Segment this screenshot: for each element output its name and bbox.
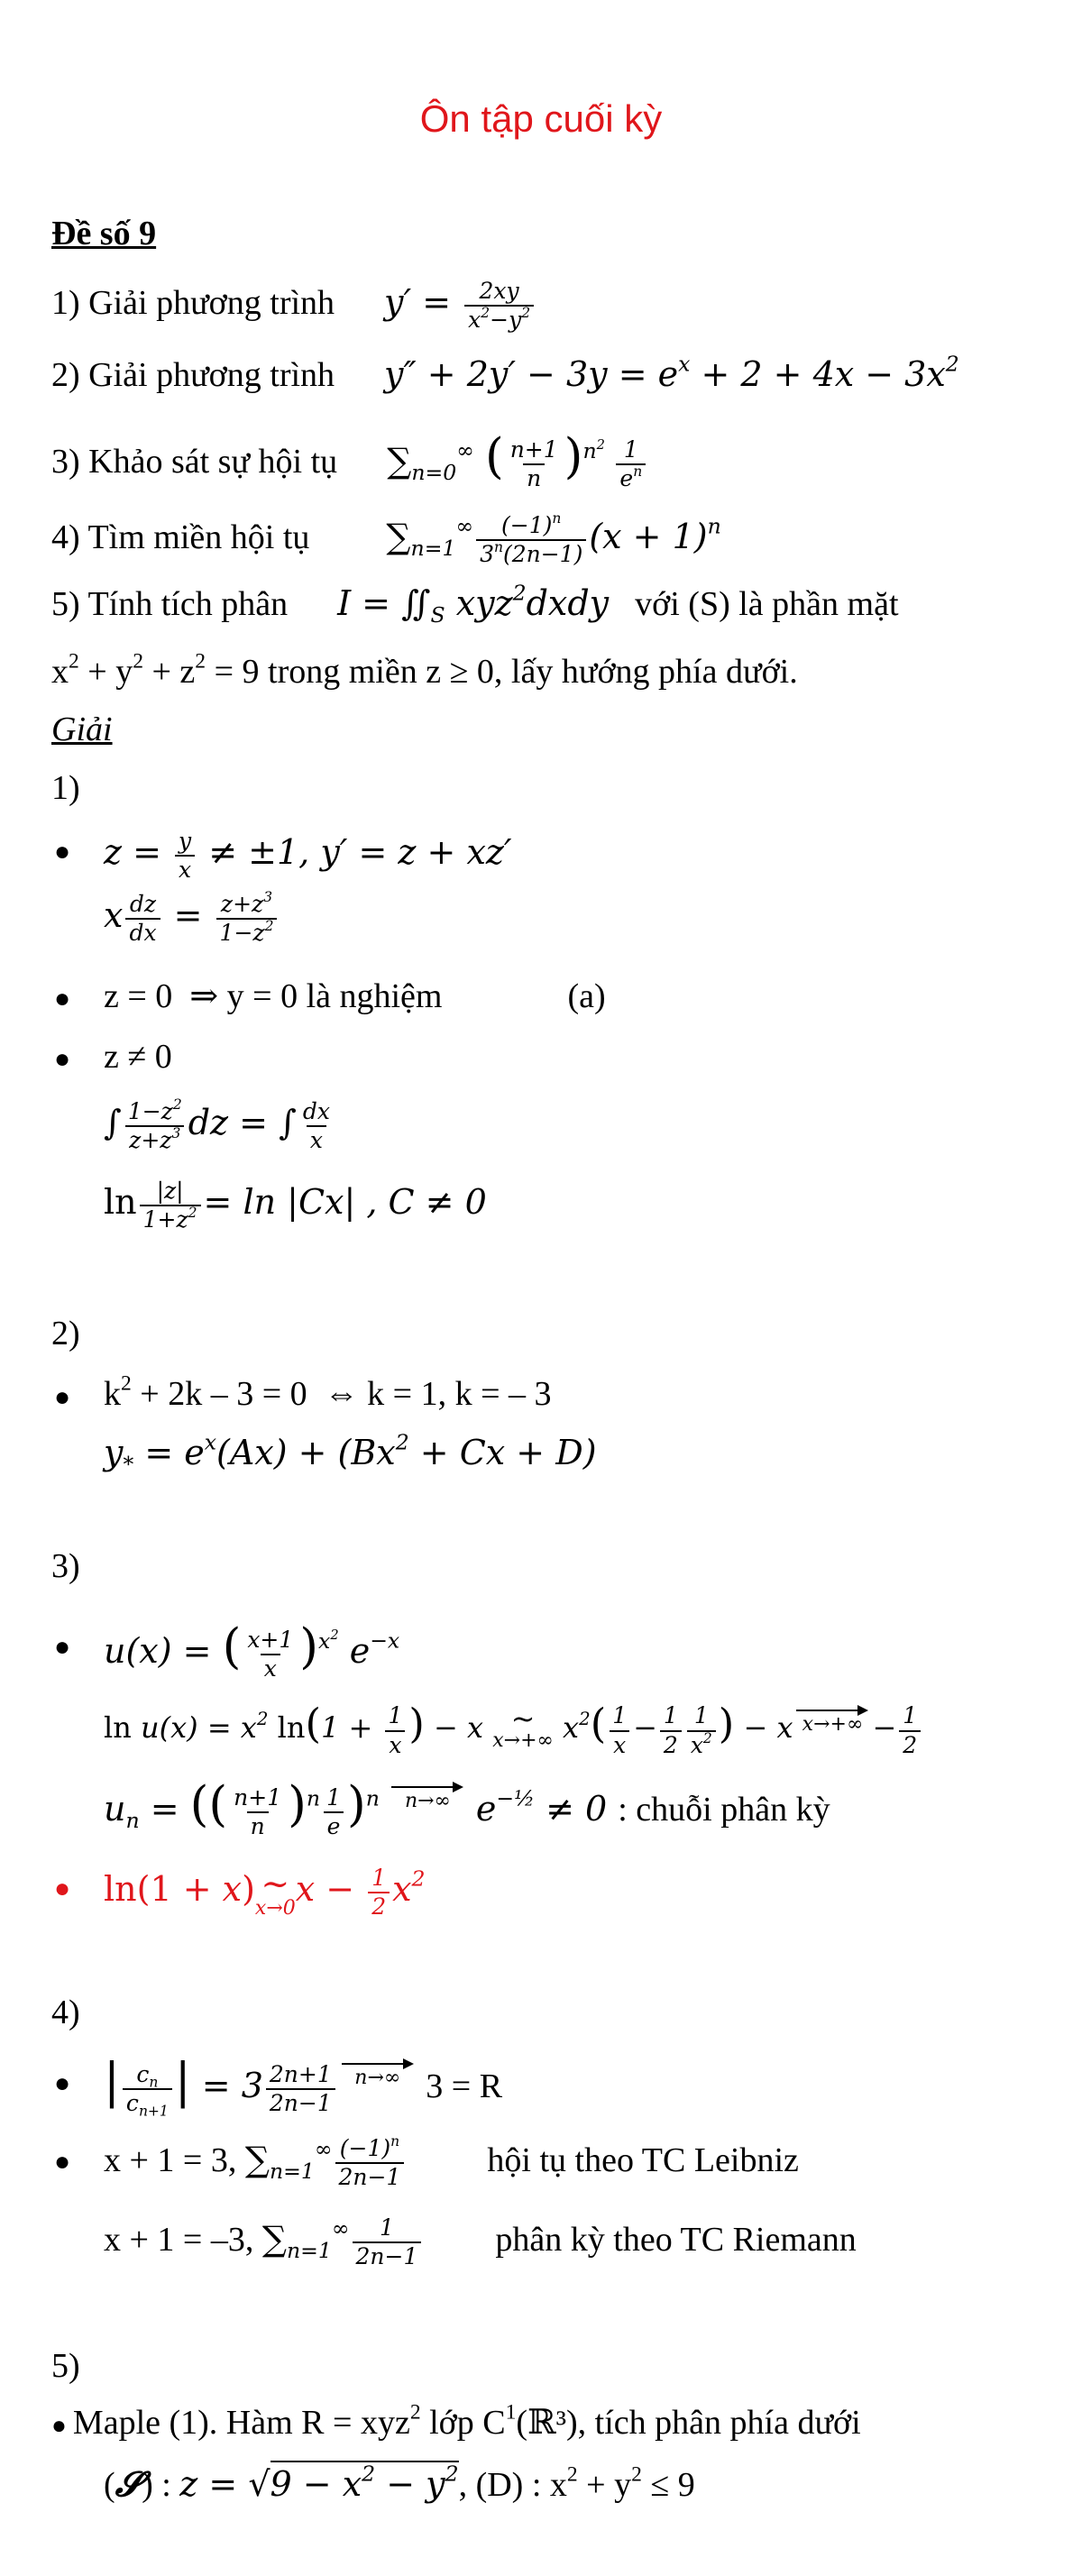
problem-1: 1) Giải phương trình y′ = $\frac{2xy}{x^2-y^2}$ xyxy=(51,280,536,333)
problem-1-fraction: $\frac{2xy}{x^2-y^2}$ xyxy=(464,280,534,333)
bullet-dot: ● xyxy=(54,1044,71,1074)
sol2-characteristic: $k^2 + 2k - 3 = 0$ ⇔ k = 1, k = – 3 xyxy=(104,1371,552,1413)
sol4-endpoint-plus: x + 1 = 3, $\sum_{n=1}^\infty$ $\frac{(-1)^n}{2n-1}$ hội tụ theo TC Leibniz xyxy=(104,2133,799,2191)
section-4-label: 4) xyxy=(51,1994,80,2031)
problem-5-tail: với (S) là phần mặt xyxy=(635,585,899,623)
sol1-result: ln $\frac{|z|}{1+z^2}$ = ln |Cx| , C ≠ 0 xyxy=(104,1178,487,1233)
sol4-leibniz: hội tụ theo TC Leibniz xyxy=(487,2141,799,2179)
sol5-maple-c: (ℝ³), tích phân phía dưới xyxy=(516,2404,861,2442)
sol5-maple: ● Maple (1). Hàm R = xyz$^2$ lớp $C^1(ℝ^3)$, tích phân phía dưới xyxy=(51,2400,861,2442)
bullet-dot: ● xyxy=(54,2068,71,2098)
bullet-dot: ● xyxy=(54,984,71,1013)
problem-5-line2: $x^2 + y^2 + z^2 = 9$ trong miền z ≥ 0, lấy hướng phía dưới. xyxy=(51,649,798,691)
sol5-maple-a: Maple (1). Hàm R = xyz xyxy=(72,2404,410,2442)
bullet-dot: ● xyxy=(54,1632,71,1662)
page-title: Ôn tập cuối kỳ xyxy=(419,97,663,140)
problem-5-line2-text: trong miền z ≥ 0, lấy hướng phía dưới. xyxy=(268,653,798,691)
sol3-un: $u_n$ = (( $\frac{n+1}{n}$ )$^n$ $\frac{1}{e}$ )$^n$ n→∞ $e^{-\frac{1}{2}} \ne 0$ : chuỗi phân kỳ xyxy=(104,1776,830,1840)
problem-2-label: 2) Giải phương trình xyxy=(51,356,335,394)
sol3-ln-u: $\ln u(x) = x^2$ ln(1 + $\frac{1}{x}$ ) − x ~ x→+∞ $x^2$( $\frac{1}{x}$ − $\frac{1}{2}$ $\frac{1}{x^2}$ ) − x x→+∞ − $\frac{1}{2}$ xyxy=(104,1704,923,1757)
sol1-label-a: (a) xyxy=(567,977,606,1015)
sol1-case-nonzero: z ≠ 0 xyxy=(104,1038,172,1076)
problem-3: 3) Khảo sát sự hội tụ $\sum_{n=0}^\infty$ ( $\frac{n+1}{n}$ )$^{n^2}$ $\frac{1}{e^n}$ xyxy=(51,433,648,491)
problem-2: 2) Giải phương trình $y'' + 2y' - 3y = e^x + 2 + 4x - 3x^2$ xyxy=(51,351,959,394)
bullet-dot: ● xyxy=(54,837,71,866)
sol1-nghiem: là nghiệm xyxy=(306,977,443,1015)
problem-5: 5) Tính tích phân $I = ∬_S$ xyz$^2$dxdy với (S) là phần mặt xyxy=(51,580,899,628)
sol5-maple-b: lớp C xyxy=(429,2404,506,2442)
bullet-dot-red: ● xyxy=(54,1874,71,1903)
section-3-label: 3) xyxy=(51,1547,80,1585)
problem-4: 4) Tìm miền hội tụ $\sum_{n=1}^\infty$ $\frac{(-1)^n}{3^n(2n-1)}$ $(x + 1)^n$ xyxy=(51,510,721,568)
problem-4-label: 4) Tìm miền hội tụ xyxy=(51,518,310,556)
problem-5-label: 5) Tính tích phân xyxy=(51,585,289,623)
section-1-label: 1) xyxy=(51,769,80,807)
sol5-surface: (𝓢) : $z = √9 - x^2 - y^2$, (D) : $x^2 + y^2 \le 9$ xyxy=(104,2461,695,2504)
sol3-diverge-text: : chuỗi phân kỳ xyxy=(618,1791,830,1829)
sol3-u: u(x) = ( $\frac{x+1}{x}$ )$^{x^2}$ $e^{-x}$ xyxy=(104,1618,400,1682)
sol4-endpoint-minus: x + 1 = –3, $\sum_{n=1}^\infty$ $\frac{1}{2n-1}$ phân kỳ theo TC Riemann xyxy=(104,2214,857,2270)
problem-3-label: 3) Khảo sát sự hội tụ xyxy=(51,443,338,481)
exam-header: Đề số 9 xyxy=(51,215,157,252)
sol4-ratio: | $\frac{c_n}{c_{n+1}}$ | = 3 $\frac{2n+1}{2n-1}$ n→∞ 3 = R xyxy=(104,2053,503,2120)
sol4-riemann: phân kỳ theo TC Riemann xyxy=(495,2220,857,2259)
sol1-case-zero: z = 0 ⇒ y = 0 là nghiệm (a) xyxy=(104,977,606,1015)
bullet-dot: ● xyxy=(54,2147,71,2177)
sol1-substitution: z = $\frac{y}{x}$ ≠ ±1, y′ = z + xz′ xyxy=(104,828,512,884)
sol2-particular: $y_* = e^x(Ax) + (Bx^2 + Cx + D)$ xyxy=(104,1429,597,1478)
sol3-ln-expansion: ln(1 + x) ~ x→0 x − $\frac{1}{2}$ $x^2$ xyxy=(104,1864,426,1921)
section-2-label: 2) xyxy=(51,1315,80,1352)
solution-label: Giải xyxy=(51,710,113,748)
section-5-label: 5) xyxy=(51,2347,80,2385)
problem-1-label: 1) Giải phương trình xyxy=(51,283,335,322)
bullet-dot: ● xyxy=(54,1382,71,1412)
sol1-integral: ∫ $\frac{1-z^2}{z+z^3}$ dz = ∫ $\frac{dx}{x}$ xyxy=(104,1096,330,1154)
sol1-separable: x $\frac{dz}{dx}$ = $\frac{z+z^3}{1-z^2}$ xyxy=(104,893,280,946)
